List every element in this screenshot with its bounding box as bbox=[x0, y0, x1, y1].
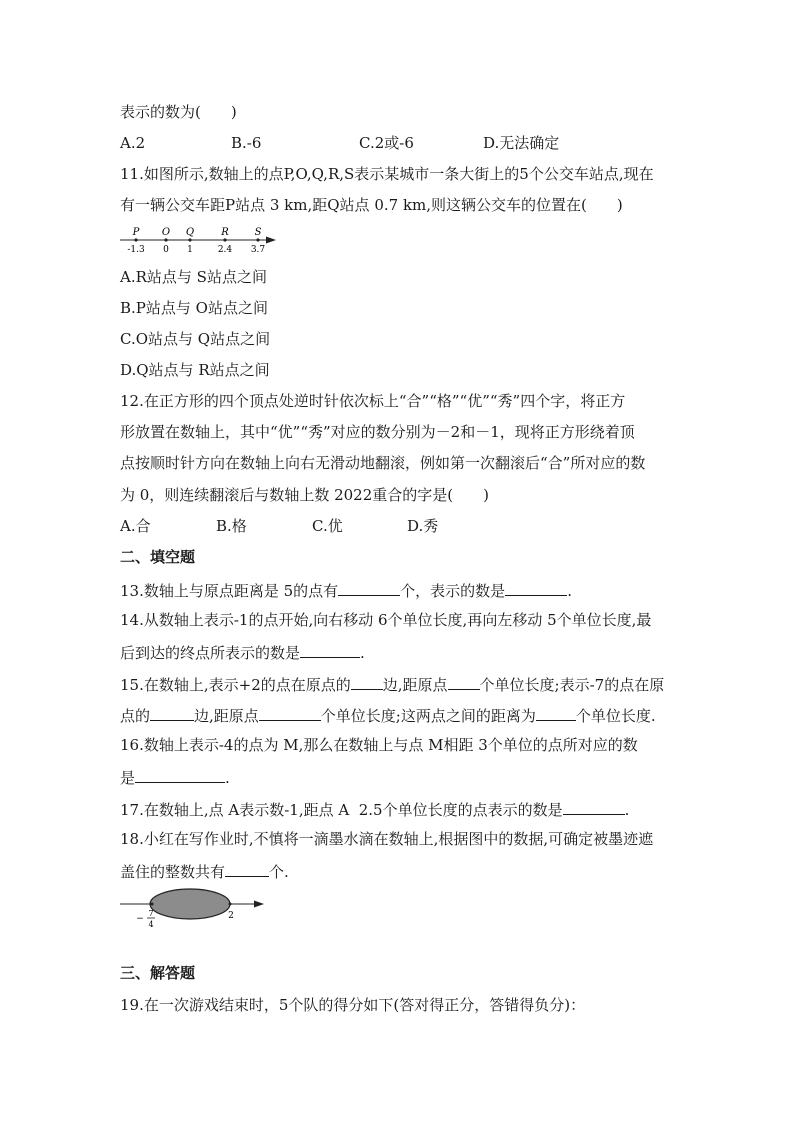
q10-option-d: D.无法确定 bbox=[483, 134, 560, 152]
q18-ink-number-line bbox=[118, 884, 270, 932]
q13-blank-1[interactable] bbox=[338, 579, 400, 596]
q10-stem-tail: 表示的数为( ) bbox=[120, 103, 237, 121]
svg-text:Q: Q bbox=[185, 227, 195, 238]
q18-line1: 18.小红在写作业时,不慎将一滴墨水滴在数轴上,根据图中的数据,可确定被墨迹遮 bbox=[120, 830, 654, 848]
svg-text:P: P bbox=[132, 227, 140, 238]
q15-blank-3[interactable] bbox=[150, 704, 194, 721]
q19-stem: 19.在一次游戏结束时，5个队的得分如下(答对得正分，答错得负分)： bbox=[120, 996, 586, 1014]
q13-blank-2[interactable] bbox=[505, 579, 567, 596]
q15-line1: 15.在数轴上,表示+2的点在原点的 边,距原点 个单位长度;表示-7的点在原 bbox=[120, 673, 664, 695]
q11-number-line bbox=[118, 224, 283, 256]
q10-option-b: B.-6 bbox=[231, 134, 262, 152]
q15-blank-2[interactable] bbox=[448, 673, 480, 690]
q15-line2: 点的 边,距原点 个单位长度;这两点之间的距离为 个单位长度. bbox=[120, 704, 656, 726]
svg-text:O: O bbox=[161, 227, 171, 238]
q11-option-a: A.R站点与 S站点之间 bbox=[120, 268, 267, 286]
q12-option-d: D.秀 bbox=[407, 517, 439, 535]
q13: 13.数轴上与原点距离是 5的点有 个，表示的数是 . bbox=[120, 579, 572, 601]
svg-text:7: 7 bbox=[148, 909, 154, 918]
q10-option-c: C.2或-6 bbox=[359, 134, 414, 152]
svg-text:0: 0 bbox=[163, 245, 169, 255]
q14-line2: 后到达的终点所表示的数是 . bbox=[120, 641, 365, 663]
q16-blank[interactable] bbox=[135, 766, 225, 783]
q14-blank[interactable] bbox=[300, 641, 360, 658]
q17-blank[interactable] bbox=[563, 798, 625, 815]
q15-blank-1[interactable] bbox=[351, 673, 383, 690]
q11-stem-line1: 11.如图所示,数轴上的点P,O,Q,R,S表示某城市一条大街上的5个公交车站点,现在 bbox=[120, 165, 654, 183]
q11-station-q bbox=[186, 227, 194, 255]
q16-line1: 16.数轴上表示-4的点为 M,那么在数轴上与点 M相距 3个单位的点所对应的数 bbox=[120, 736, 638, 754]
q14-line1: 14.从数轴上表示-1的点开始,向右移动 6个单位长度,再向左移动 5个单位长度,最 bbox=[120, 611, 652, 629]
ink-blot bbox=[150, 889, 230, 919]
q12-option-c: C.优 bbox=[312, 517, 343, 535]
q12-option-a: A.合 bbox=[120, 517, 151, 535]
q12-stem-line2: 形放置在数轴上，其中“优”“秀”对应的数分别为－2和－1，现将正方形绕着顶 bbox=[120, 423, 635, 441]
svg-text:2.4: 2.4 bbox=[217, 245, 233, 255]
svg-text:3.7: 3.7 bbox=[250, 245, 266, 255]
left-fraction-label bbox=[136, 909, 155, 929]
section-answer-heading: 三、解答题 bbox=[120, 964, 196, 982]
q17: 17.在数轴上,点 A表示数-1,距点 A 2.5个单位长度的点表示的数是 . bbox=[120, 798, 629, 820]
q11-option-d: D.Q站点与 R站点之间 bbox=[120, 361, 270, 379]
q11-option-c: C.O站点与 Q站点之间 bbox=[120, 330, 271, 348]
svg-text:-1.3: -1.3 bbox=[127, 245, 145, 255]
q15-blank-4[interactable] bbox=[259, 704, 321, 721]
q11-option-b: B.P站点与 O站点之间 bbox=[120, 299, 268, 317]
svg-text:R: R bbox=[221, 227, 229, 238]
q11-stem-line2: 有一辆公交车距P站点 3 km,距Q站点 0.7 km,则这辆公交车的位置在( ) bbox=[120, 196, 623, 214]
q12-stem-line1: 12.在正方形的四个顶点处逆时针依次标上“合”“格”“优”“秀”四个字，将正方 bbox=[120, 392, 626, 410]
svg-text:−: − bbox=[136, 914, 144, 924]
section-fill-in-heading: 二、填空题 bbox=[120, 548, 196, 566]
q12-stem-line4: 为 0，则连续翻滚后与数轴上数 2022重合的字是( ) bbox=[120, 486, 489, 504]
svg-text:1: 1 bbox=[187, 245, 193, 255]
q11-station-r bbox=[218, 227, 233, 255]
q16-line2: 是 . bbox=[120, 766, 230, 788]
q18-line2: 盖住的整数共有 个. bbox=[120, 860, 289, 882]
q11-station-o bbox=[162, 227, 170, 255]
svg-text:4: 4 bbox=[148, 920, 154, 929]
right-value-label: 2 bbox=[228, 911, 234, 921]
q11-station-p bbox=[127, 227, 145, 255]
q12-stem-line3: 点按顺时针方向在数轴上向右无滑动地翻滚，例如第一次翻滚后“合”所对应的数 bbox=[120, 454, 646, 472]
q12-option-b: B.格 bbox=[216, 517, 247, 535]
q10-option-a: A.2 bbox=[120, 134, 146, 152]
q11-station-s bbox=[251, 227, 266, 255]
svg-text:S: S bbox=[254, 227, 262, 238]
q18-blank[interactable] bbox=[225, 860, 269, 877]
q15-blank-5[interactable] bbox=[536, 704, 576, 721]
